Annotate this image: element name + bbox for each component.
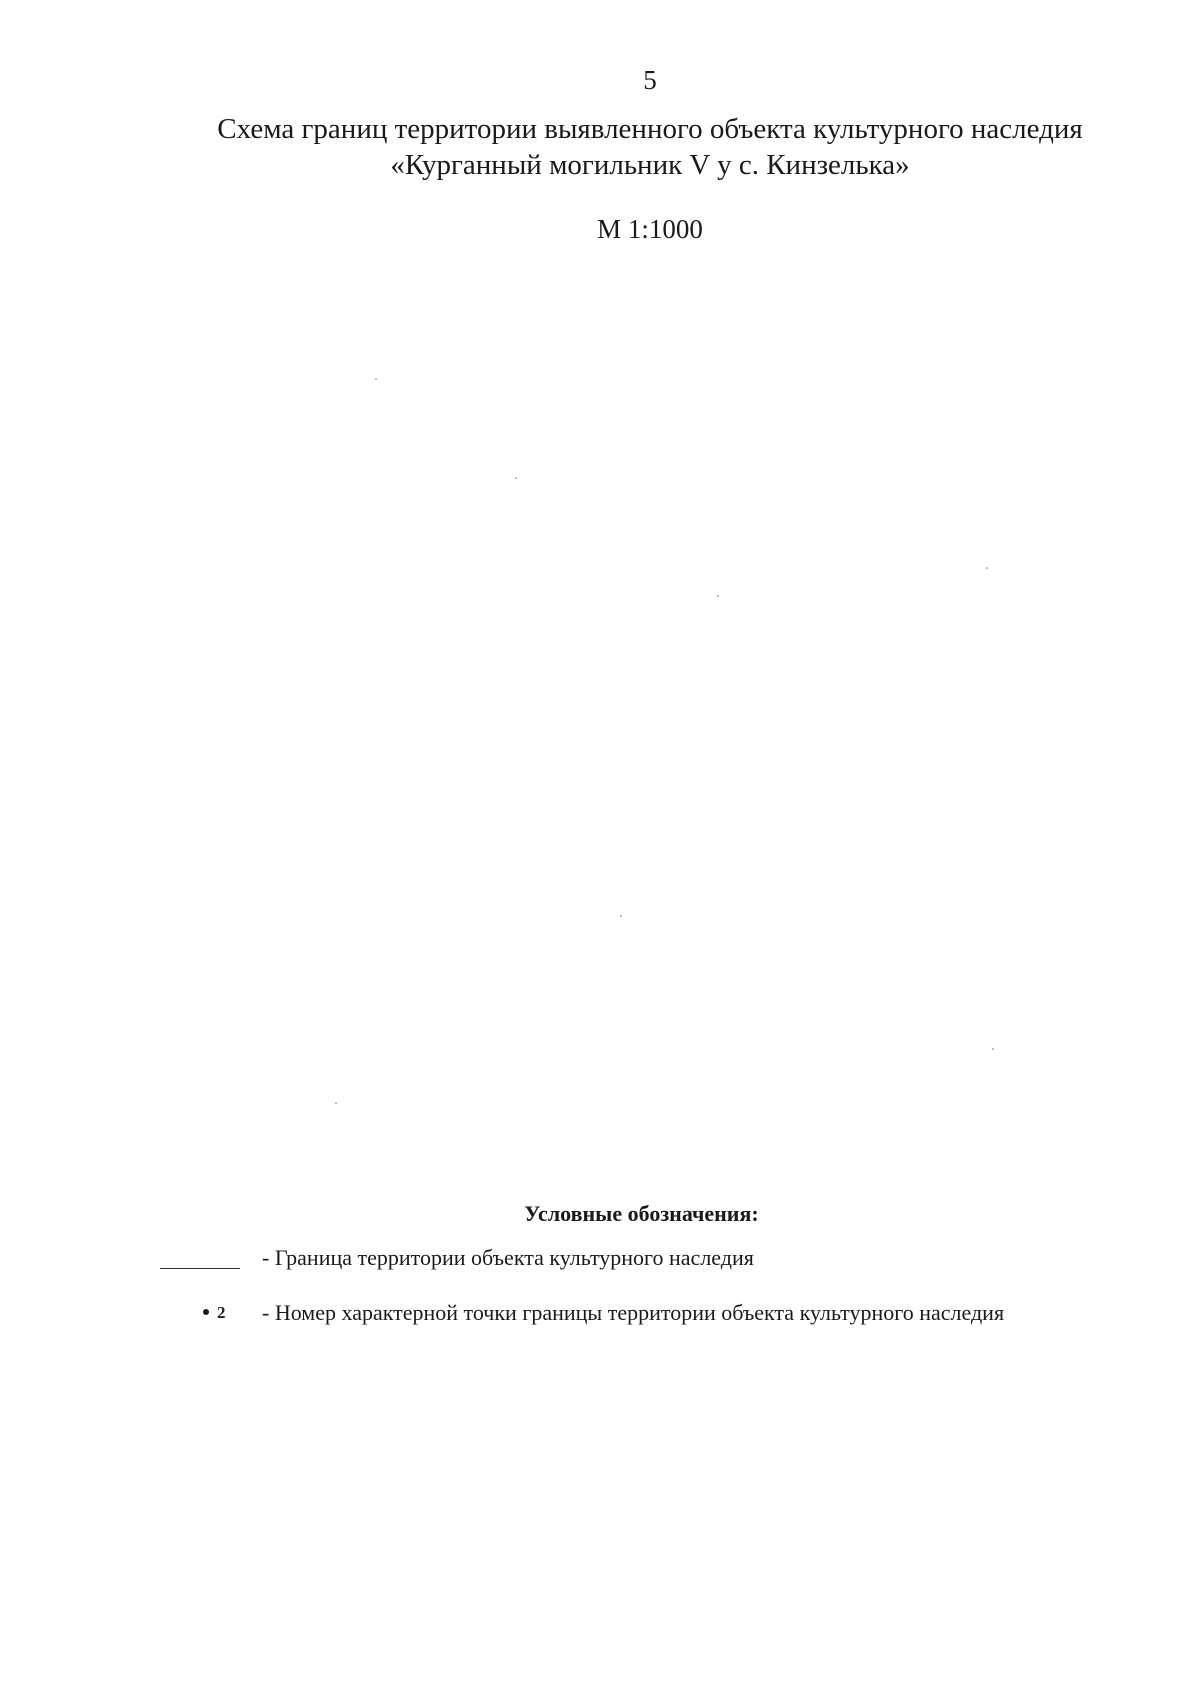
document-title-line-2: «Курганный могильник V у с. Кинзелька» (390, 149, 910, 181)
scan-speck (717, 595, 719, 597)
scan-speck (986, 567, 988, 569)
scan-speck (515, 477, 517, 479)
page-number: 5 (643, 65, 657, 95)
boundary-line-symbol (160, 1268, 240, 1269)
point-dot-icon (203, 1309, 209, 1315)
boundary-map-area (150, 270, 1100, 1170)
legend-title: Условные обозначения: (524, 1201, 759, 1226)
scan-speck (335, 1102, 337, 1104)
document-title-line-1: Схема границ территории выявленного объекта культурного наследия (217, 113, 1083, 145)
map-scale: М 1:1000 (597, 214, 703, 244)
scan-speck (992, 1048, 994, 1050)
scan-speck (375, 378, 377, 380)
legend-item-point-text: - Номер характерной точки границы территории объекта культурного наследия (262, 1300, 1005, 1325)
scan-speck (620, 915, 622, 917)
point-number-label: 2 (217, 1303, 226, 1322)
legend-item-boundary-text: - Граница территории объекта культурного наследия (262, 1245, 754, 1270)
boundary-point-symbol (203, 1299, 239, 1327)
